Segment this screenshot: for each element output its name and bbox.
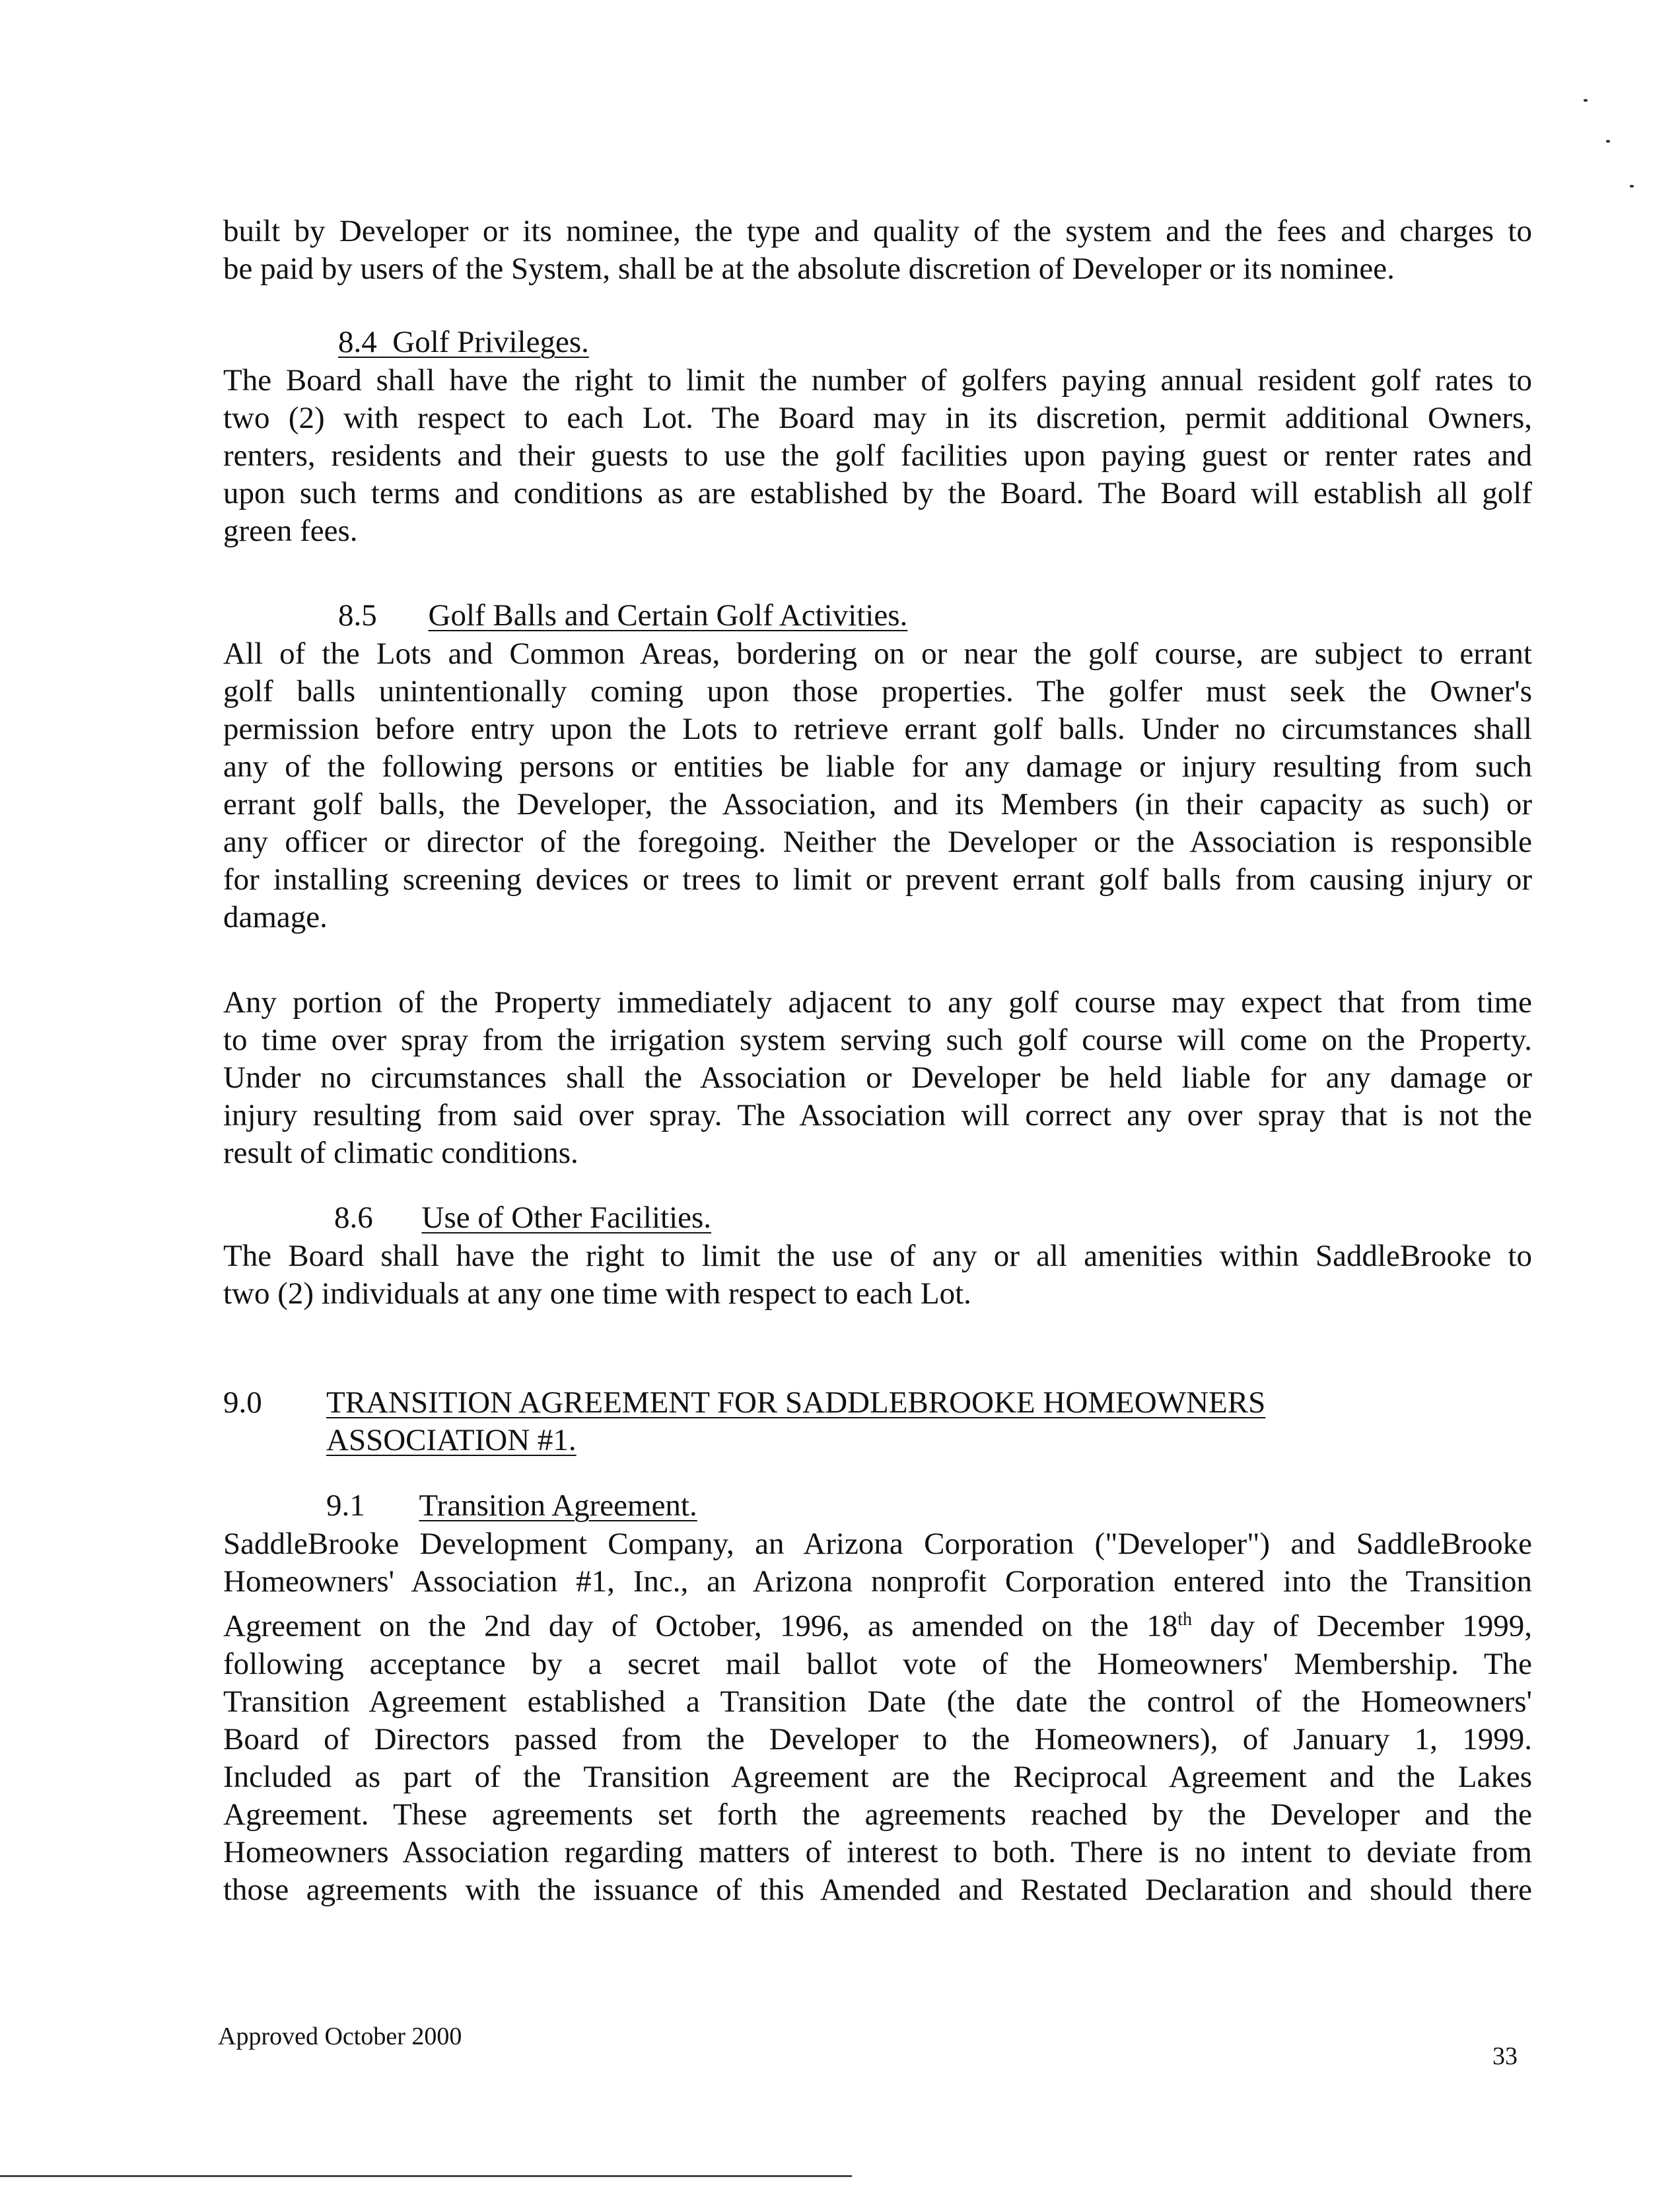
section-8-5-body — [223, 635, 1532, 936]
section-title: Transition Agreement. — [419, 1488, 697, 1523]
text-line: permission before entry upon the Lots to retrieve errant golf balls. Under no circumstances shall — [223, 712, 1532, 746]
text-line: All of the Lots and Common Areas, bordering on or near the golf course, are subject to errant — [223, 637, 1532, 671]
text-segment: Agreement on the 2nd day of October, 1996, as amended on the 18 — [223, 1609, 1178, 1644]
section-number: 9.1 — [326, 1488, 365, 1523]
text-line: errant golf balls, the Developer, the Association, and its Members (in their capacity as such) or — [223, 787, 1532, 821]
section-title: Golf Balls and Certain Golf Activities. — [428, 598, 908, 633]
section-8-5-heading — [338, 597, 907, 635]
text-line: SaddleBrooke Development Company, an Arizona Corporation ("Developer") and SaddleBrooke — [223, 1527, 1532, 1561]
section-title: Use of Other Facilities. — [421, 1200, 712, 1235]
text-line: Board of Directors passed from the Developer to the Homeowners), of January 1, 1999. — [223, 1721, 1532, 1756]
text-line: be paid by users of the System, shall be at the absolute discretion of Developer or its nominee. — [223, 252, 1395, 286]
text-line: golf balls unintentionally coming upon those properties. The golfer must seek the Owner's — [223, 674, 1532, 709]
section-9-0-heading — [223, 1384, 262, 1422]
text-line: for installing screening devices or trees to limit or prevent errant golf balls from causing injury or — [223, 862, 1532, 897]
text-line: upon such terms and conditions as are established by the Board. The Board will establish all golf — [223, 476, 1532, 510]
text-line: those agreements with the issuance of this Amended and Restated Declaration and should there — [223, 1872, 1532, 1907]
text-line: following acceptance by a secret mail ballot vote of the Homeowners' Membership. The — [223, 1646, 1532, 1681]
section-8-6-body — [223, 1237, 1532, 1313]
section-title-line: ASSOCIATION #1. — [326, 1423, 577, 1457]
footer-approved: Approved October 2000 — [218, 2023, 462, 2050]
text-line: The Board shall have the right to limit the use of any or all amenities within SaddleBrooke to — [223, 1239, 1532, 1273]
text-line: built by Developer or its nominee, the type and quality of the system and the fees and charges to — [223, 214, 1532, 248]
section-number: 8.6 — [334, 1200, 373, 1235]
section-number: 8.5 — [338, 598, 377, 633]
scan-speck — [1630, 185, 1634, 188]
text-line: injury resulting from said over spray. The Association will correct any over spray that is not the — [223, 1098, 1532, 1132]
section-8-6-heading — [334, 1199, 711, 1237]
text-line-with-superscript — [223, 1601, 1532, 1646]
section-8-4-heading — [338, 324, 589, 361]
text-line: The Board shall have the right to limit the number of golfers paying annual resident golf rates to — [223, 363, 1532, 398]
superscript: th — [1177, 1609, 1193, 1630]
text-line: Included as part of the Transition Agreement are the Reciprocal Agreement and the Lakes — [223, 1759, 1532, 1794]
section-9-0-title — [326, 1384, 1265, 1459]
text-line: any of the following persons or entities be liable for any damage or injury resulting from such — [223, 749, 1532, 784]
text-line: renters, residents and their guests to use the golf facilities upon paying guest or renter rates and — [223, 438, 1532, 473]
section-9-1-heading — [326, 1487, 697, 1525]
text-line: Transition Agreement established a Transition Date (the date the control of the Homeowners' — [223, 1684, 1532, 1719]
text-line: Homeowners Association regarding matters of interest to both. There is no intent to deviate from — [223, 1834, 1532, 1869]
text-line: two (2) with respect to each Lot. The Board may in its discretion, permit additional Owners, — [223, 401, 1532, 435]
section-title-line: TRANSITION AGREEMENT FOR SADDLEBROOKE HOMEOWNERS — [326, 1385, 1266, 1420]
section-number: 9.0 — [223, 1385, 262, 1420]
text-line: Any portion of the Property immediately adjacent to any golf course may expect that from time — [223, 985, 1532, 1020]
scan-speck — [1606, 140, 1610, 143]
scan-speck — [1584, 99, 1588, 102]
text-line: any officer or director of the foregoing. Neither the Developer or the Association is responsible — [223, 825, 1532, 859]
section-8-5-paragraph-2 — [223, 984, 1532, 1172]
text-line: green fees. — [223, 514, 358, 548]
text-segment: day of December 1999, — [1192, 1609, 1532, 1644]
scan-edge-line — [0, 2175, 852, 2177]
section-title: Golf Privileges. — [392, 325, 589, 359]
text-line: two (2) individuals at any one time with respect to each Lot. — [223, 1276, 971, 1311]
text-line: damage. — [223, 900, 328, 934]
text-line: Under no circumstances shall the Association or Developer be held liable for any damage or — [223, 1060, 1532, 1095]
page-number: 33 — [1492, 2042, 1518, 2070]
section-8-4-body — [223, 362, 1532, 550]
text-line: to time over spray from the irrigation system serving such golf course will come on the Property. — [223, 1023, 1532, 1057]
text-line: result of climatic conditions. — [223, 1136, 578, 1170]
section-9-1-body — [223, 1525, 1532, 1909]
text-line: Homeowners' Association #1, Inc., an Arizona nonprofit Corporation entered into the Transition — [223, 1564, 1532, 1599]
text-line: Agreement. These agreements set forth the agreements reached by the Developer and the — [223, 1797, 1532, 1832]
section-number: 8.4 — [338, 325, 377, 359]
intro-paragraph — [223, 213, 1532, 288]
